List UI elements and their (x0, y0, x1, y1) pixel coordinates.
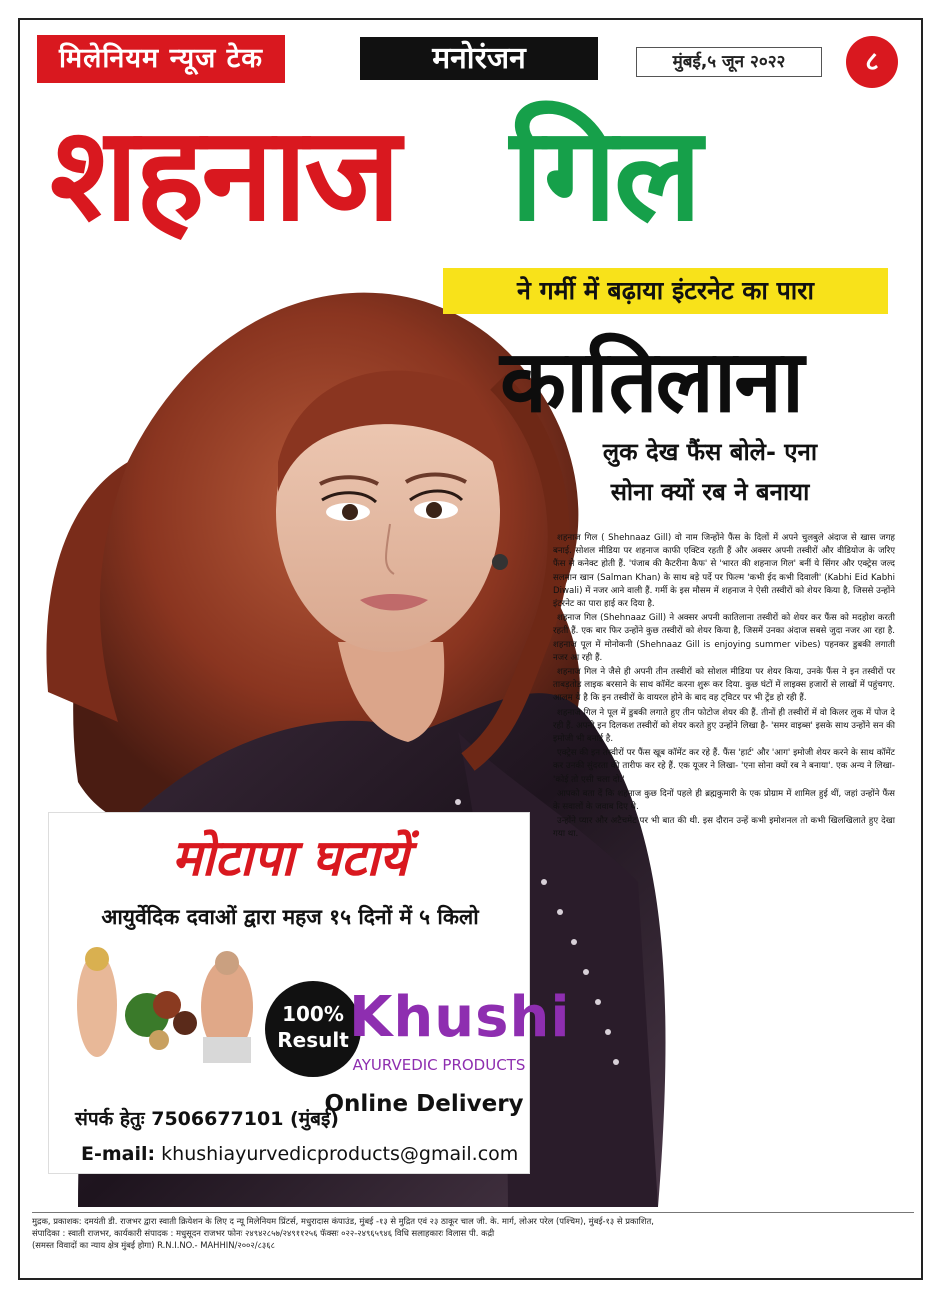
result-badge (265, 981, 361, 1077)
brand-tagline: AYURVEDIC PRODUCTS (352, 1056, 526, 1074)
email-address[interactable]: khushiayurvedicproducts@gmail.com (161, 1143, 519, 1165)
article-paragraph: शहनाज गिल ने पूल में डुबकी लगाते हुए तीन फोटोज शेयर की हैं. तीनों ही तस्वीरों में वो किलर लुक में पोज दे रही हैं. अपनी इन दिलकश तस्वीरों को शेयर करते हुए उन्होंने लिखा है- 'समर वाइब्स' इसके साथ उन्होंने सन की इमोजी भी बनाई है. (553, 707, 895, 745)
imprint-line-3: (समस्त विवादों का न्याय क्षेत्र मुंबई होगा) R.N.I.NO.- MAHHIN/२००२/८३६८ (32, 1240, 275, 1250)
imprint-footer (32, 1212, 914, 1262)
deck-line-2: सोना क्यों रब ने बनाया (610, 478, 810, 506)
ad-product-image (67, 945, 262, 1065)
result-percent: 100% (282, 1002, 344, 1026)
delivery-label: Online Delivery (324, 1091, 524, 1117)
article-paragraph: शहनाज गिल ने जैसे ही अपनी तीन तस्वीरों को सोशल मीडिया पर शेयर किया, उनके फैंस ने इन तस्वीरों पर ताबड़तोड़ लाइक बरसाने के साथ कॉमेंट करना शुरू कर दिया. कुछ घंटों में लाइक्स हजारों से लाखों में पहुंचगए. आलम ये है कि इन तस्वीरों के वायरल होने के बाद वह ट्विटर पर भी ट्रेंड हो रही हैं. (553, 667, 895, 704)
email-line (81, 1140, 521, 1168)
subhead-banner: ने गर्मी में बढ़ाया इंटरनेट का पारा (443, 268, 888, 314)
article-paragraph: उन्होंने प्यार और अटैचमेंट पर भी बात की थी. इस दौरान उन्हें कभी इमोशनल तो कभी खिलखिलाते हुए देखा गया था. (553, 816, 895, 840)
kicker-headline: कातिलाना (500, 332, 803, 432)
page-number-badge: ८ (846, 36, 898, 88)
contact-label: संपर्क हेतुः (75, 1108, 145, 1130)
headline-title-red: शहनाज (50, 98, 398, 250)
headline-title (30, 92, 910, 257)
section-label: मनोरंजन (360, 37, 598, 80)
article-paragraph: शहनाज गिल ( Shehnaaz Gill) वो नाम जिन्होंने फैंस के दिलों में अपने चुलबुले अंदाज से खास जगह बनाई. सोशल मीडिया पर शहनाज काफी एक्टिव रहती हैं और अक्सर अपनी तस्वीरों और वीडियोज के जरिए फैंस से कनेक्ट होती हैं. 'पंजाब की कैटरीना कैफ' से 'भारत की शहनाज गिल' बनीं ये सिंगर और एक्ट्रेस जल्द सलमान खान (Salman Khan) के साथ बड़े पर्दे पर फिल्म 'कभी ईद कभी दिवाली' (Kabhi Eid Kabhi Diwali) में नजर आने वाली हैं. गर्मी के इस मौसम में शहनाज ने ऐसी तस्वीरों को शेयर किया है, जिससे उन्होंने इंटरनेट का पारा हाई कर दिया है. (553, 533, 895, 610)
article-body (553, 532, 895, 1204)
ad-headline: मोटापा घटायें (171, 829, 409, 887)
contact-line (75, 1105, 375, 1133)
ad-subline: आयुर्वेदिक दवाओं द्वारा महज १५ दिनों में ५ किलो (101, 905, 479, 929)
contact-phone[interactable]: 7506677101 (मुंबई) (151, 1108, 339, 1130)
imprint-line-2: संपादिका : स्वाती राजभर, कार्यकारी संपादक : मधुसूदन राजभर फोनः २४९४२८५७/२४९११२५६ फॅक्सः ०२२-२४९६५९४६ विधि सलाहकारः विलास पी. कद्री (32, 1228, 495, 1238)
deck-line-1: लुक देख फैंस बोले- एना (602, 438, 818, 466)
issue-date: मुंबई,५ जून २०२२ (636, 47, 822, 77)
brand-logo: Khushi (349, 985, 571, 1050)
article-paragraph: एक्ट्रेस की इन तस्वीरों पर फैंस खूब कॉमेंट कर रहे हैं. फैंस 'हार्ट' और 'आग' इमोजी शेयर करने के साथ कॉमेंट कर उनकी सुंदरता की तारीफ कर रहे हैं. एक यूजर ने लिखा- 'एना सोना क्यों रब ने बनाया'. एक अन्य ने लिखा- 'कोई तो एसी चला दो.' (553, 748, 895, 785)
article-paragraph: आपको बता दें कि शहनाज कुछ दिनों पहले ही ब्रह्मकुमारी के एक प्रोग्राम में शामिल हुई थीं, जहां उन्होंने फैंस के सवालों के जवाब दिए थे. (553, 788, 895, 813)
email-label: E-mail: (81, 1143, 156, 1165)
result-label: Result (277, 1028, 349, 1052)
imprint-line-1: मुद्रक, प्रकाशक: दमयंती डी. राजभर द्वारा स्वाती क्रियेशन के लिए द न्यू मिलेनियम प्रिंटर्स, मधुरादास कंपाउंड, मुंबई -१३ से मुद्रित एवं २३ ठाकूर चाल जी. के. मार्ग, लोअर परेल (पश्चिम), मुंबई-१३ से प्रकाशित, (32, 1216, 654, 1226)
article-paragraph: शहनाज गिल (Shehnaaz Gill) ने अक्सर अपनी कातिलाना तस्वीरों को शेयर कर फैंस को मदहोश करती रहती हैं. एक बार फिर उन्होंने कुछ तस्वीरों को शेयर किया है, जिसमें उनका अंदाज सबसे जुदा नजर आ रहा है. शहनाज पूल में मोनोकनी (Shehnaaz Gill is enjoying summer vibes) पहनकर डुबकी लगाती नजर आ रही हैं. (553, 613, 895, 663)
newspaper-name: मिलेनियम न्यूज टेक (37, 35, 285, 83)
headline-title-green: गिल (510, 98, 700, 250)
advertisement-box (48, 812, 571, 1174)
deck-headline (520, 432, 900, 512)
